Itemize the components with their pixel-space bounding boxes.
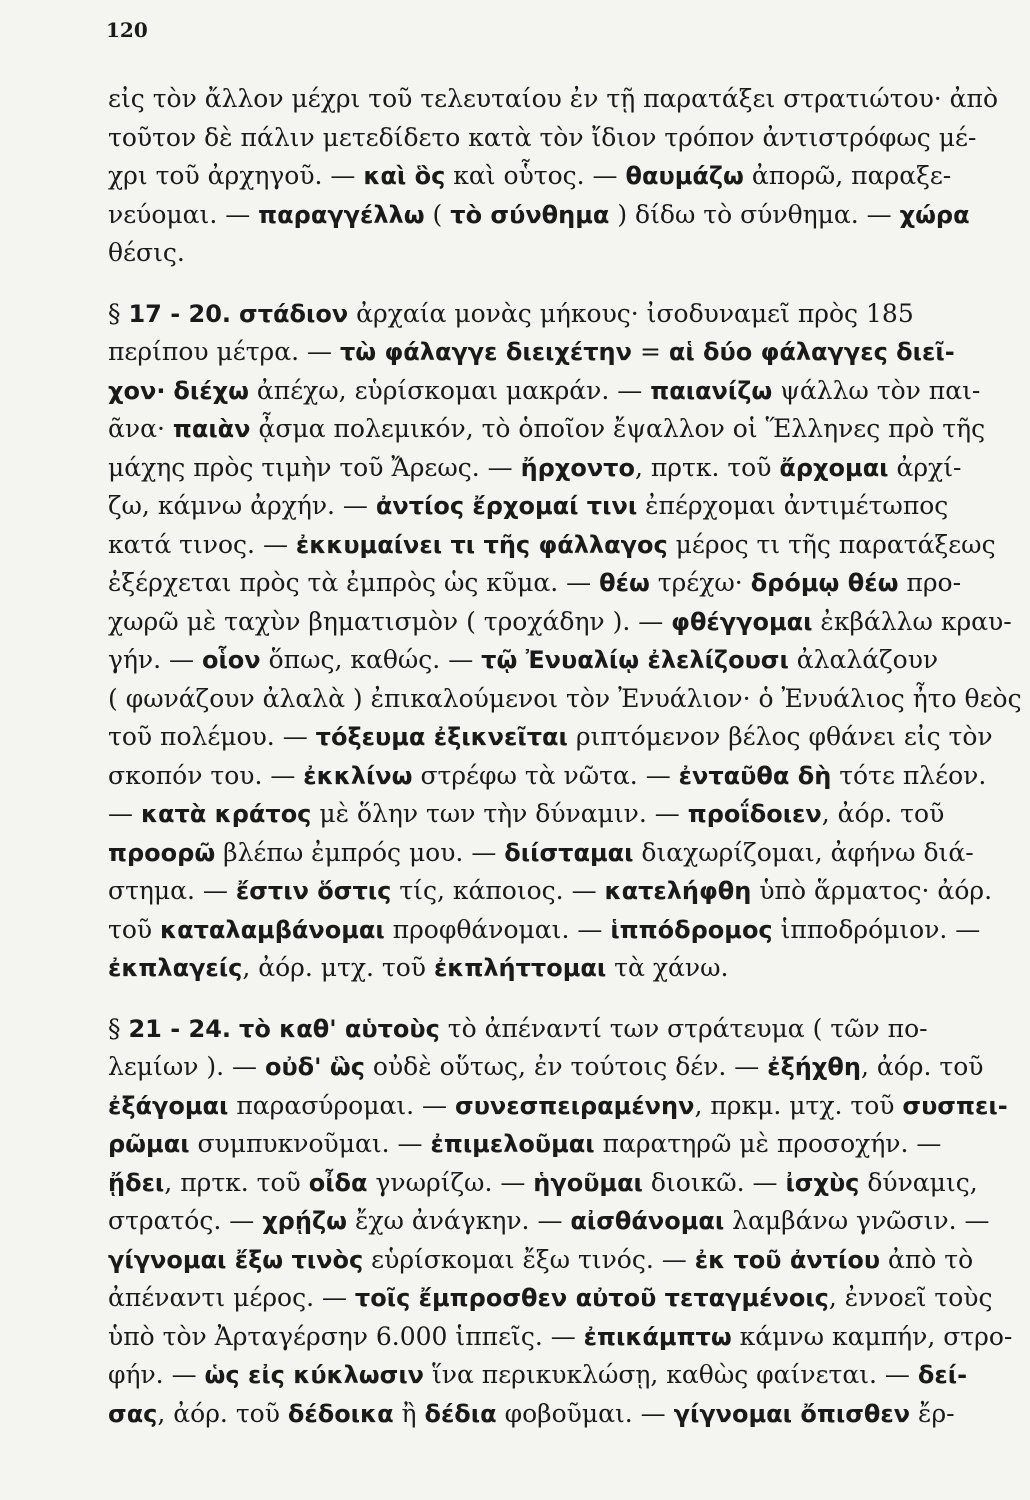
gloss-text: ἵνα περικυκλώσῃ, καθὼς φαίνεται. —: [424, 1360, 918, 1389]
lemma-term: παιὰν: [172, 415, 251, 443]
lemma-term: οἶδα: [308, 1168, 368, 1197]
gloss-text: ἱπποδρόμιον. —: [772, 914, 981, 944]
text-line: [108, 680, 1022, 719]
lemma-term: δέδια: [424, 1399, 497, 1428]
gloss-text: τότε πλέον.: [831, 760, 987, 790]
gloss-text: χωρῶ μὲ ταχὺν βηματισμὸν ( τροχάδην ). —: [108, 606, 672, 636]
lemma-term: προΐδοιεν: [687, 800, 822, 828]
gloss-text: =: [632, 337, 669, 366]
gloss-text: μάχης πρὸς τιμὴν τοῦ Ἄρεως. —: [108, 452, 521, 482]
gloss-text: , πρκμ. μτχ. τοῦ: [694, 1090, 903, 1120]
lemma-term: ἐκ τοῦ ἀντίου: [694, 1245, 881, 1274]
gloss-text: —: [108, 799, 141, 828]
text-line: [108, 1279, 993, 1318]
lemma-term: ἤρχοντο: [520, 453, 635, 482]
gloss-text: λεμίων ). —: [108, 1052, 265, 1081]
lemma-term: 17 - 20.: [128, 299, 232, 328]
gloss-text: στημα. —: [108, 876, 236, 905]
text-line: [108, 872, 993, 911]
lemma-term: γίγνομαι ὄπισθεν: [673, 1399, 911, 1428]
lemma-term: παιανίζω: [650, 376, 773, 405]
gloss-text: προφθάνομαι. —: [384, 914, 611, 944]
gloss-text: κάμνω καμπήν, στρο-: [731, 1321, 1013, 1351]
gloss-text: νεύομαι. —: [108, 199, 259, 229]
text-line: [108, 1087, 1008, 1126]
text-line: [108, 487, 974, 526]
gloss-text: σκοπόν του. —: [108, 760, 304, 790]
text-line: [108, 333, 974, 372]
lemma-term: δρόμῳ θέω: [750, 569, 899, 597]
lemma-term: ἐπικάμπτω: [583, 1322, 732, 1351]
gloss-text: τίς, κάποιος. —: [391, 876, 605, 905]
lemma-term: ἐξήχθη: [767, 1053, 861, 1081]
gloss-text: ἔρ-: [910, 1398, 955, 1428]
lemma-term: τὸ σύνθημα: [450, 200, 610, 229]
lemma-term: ἰσχὺς: [785, 1168, 860, 1197]
lemma-term: 21 - 24.: [128, 1014, 232, 1043]
lemma-term: ἀντίος ἔρχομαί τινι: [375, 492, 638, 520]
gloss-text: ψάλλω τὸν παι-: [772, 375, 981, 405]
gloss-text: παρασύρομαι. —: [228, 1090, 455, 1120]
lemma-term: ρῶμαι: [108, 1130, 190, 1158]
lemma-term: αἰσθάνομαι: [570, 1207, 725, 1235]
gloss-text: ἐπέρχομαι ἀντιμέτωπος: [637, 491, 949, 520]
gloss-text: λαμβάνω γνῶσιν. —: [724, 1206, 990, 1235]
text-line: [108, 449, 974, 488]
lemma-term: κατὰ κράτος: [140, 800, 312, 828]
text-line: [108, 718, 993, 757]
lemma-term: αἱ δύο φάλαγγες διεῖ-: [668, 338, 955, 366]
gloss-text: §: [108, 1013, 129, 1043]
text-line: [108, 295, 974, 334]
text-line: [108, 157, 974, 196]
lemma-term: ἐξάγομαι: [108, 1091, 229, 1120]
gloss-text: ᾶνα·: [108, 414, 173, 443]
lemma-term: ἱππόδρομος: [610, 915, 773, 944]
lemma-term: τοῖς ἔμπροσθεν αὐτοῦ τεταγμένοις: [354, 1284, 829, 1312]
lemma-term: κατελήφθη: [604, 877, 752, 905]
gloss-text: τοῦτον δὲ πάλιν μετεδίδετο κατὰ τὸν ἴδιον τρόπον ἀντιστρόφως μέ-: [108, 122, 977, 152]
lemma-term: ἔστιν ὅστις: [235, 877, 392, 905]
text-line: [108, 911, 981, 950]
gloss-text: περίπου μέτρα. —: [108, 337, 340, 366]
gloss-text: γνωρίζω. —: [367, 1167, 534, 1197]
text-line: [108, 196, 974, 235]
lemma-term: ἐνταῦθα δὴ: [678, 761, 832, 790]
paragraph-gap: [108, 273, 974, 295]
gloss-text: διοικῶ. —: [642, 1167, 786, 1197]
gloss-text: θέσις.: [108, 238, 185, 267]
text-line: [108, 603, 1012, 642]
gloss-text: ) δίδω τὸ σύνθημα. —: [609, 199, 900, 229]
lemma-term: τόξευμα ἐξικνεῖται: [315, 723, 568, 751]
text-line: [108, 1164, 978, 1203]
gloss-text: κατά τινος. —: [108, 529, 296, 559]
gloss-text: , ἐννοεῖ τοὺς: [828, 1283, 993, 1312]
lemma-term: στάδιον: [239, 299, 349, 328]
text-line: [108, 526, 996, 565]
page-number: 120: [106, 18, 148, 42]
gloss-text: [231, 299, 239, 328]
lemma-term: ἡγοῦμαι: [533, 1168, 643, 1197]
gloss-text: μέρος τι τῆς παρατάξεως: [667, 529, 996, 559]
gloss-text: παρατηρῶ μὲ προσοχήν. —: [594, 1129, 942, 1158]
lemma-term: οἷον: [201, 646, 261, 674]
lemma-term: διίσταμαι: [504, 838, 634, 867]
lemma-term: ὡς εἰς κύκλωσιν: [204, 1361, 425, 1389]
gloss-text: χρι τοῦ ἀρχηγοῦ. —: [108, 161, 364, 190]
lemma-term: παραγγέλλω: [258, 200, 425, 229]
gloss-text: φοβοῦμαι. —: [496, 1398, 674, 1428]
lemma-term: σας: [108, 1399, 158, 1428]
gloss-text: στρατός. —: [108, 1206, 263, 1235]
lemma-term: διέχω: [173, 376, 249, 405]
gloss-text: συμπυκνοῦμαι. —: [189, 1129, 431, 1158]
text-line: [108, 1318, 1013, 1357]
gloss-text: , ἀόρ. τοῦ: [821, 799, 945, 828]
text-line: [108, 80, 999, 119]
paragraph: [108, 80, 999, 273]
lemma-term: χρῄζω: [262, 1207, 347, 1235]
gloss-text: ἀλαλάζουν: [788, 645, 939, 674]
gloss-text: καὶ οὗτος. —: [445, 161, 626, 190]
gloss-text: ἢ: [393, 1398, 425, 1428]
text-line: [108, 234, 974, 273]
gloss-text: ᾆσμα πολεμικόν, τὸ ὁποῖον ἔψαλλον οἱ Ἕλληνες πρὸ τῆς: [250, 414, 986, 443]
gloss-text: , πρτκ. τοῦ: [164, 1167, 309, 1197]
gloss-text: μὲ ὅλην των τὴν δύναμιν. —: [311, 799, 688, 828]
gloss-text: ριπτόμενον βέλος φθάνει εἰς τὸν: [567, 722, 993, 751]
gloss-text: ἀρχί-: [888, 452, 962, 482]
gloss-text: ἀπὸ τὸ: [880, 1244, 974, 1274]
gloss-text: ὅπως, καθώς. —: [260, 645, 482, 674]
lemma-term: ἐκκυμαίνει τι τῆς φάλλαγος: [295, 530, 668, 559]
lemma-term: θαυμάζω: [625, 162, 744, 190]
text-line: [108, 1202, 990, 1241]
lemma-term: χον·: [108, 376, 166, 405]
text-line: [108, 641, 974, 680]
lemma-term: συσπει-: [902, 1091, 1008, 1120]
text-line: [108, 795, 974, 834]
gloss-text: ὑπὸ τὸν Ἀρταγέρσην 6.000 ἱππεῖς. —: [108, 1321, 584, 1351]
paragraph-gap: [108, 988, 974, 1010]
lemma-term: συνεσπειραμένην: [455, 1091, 695, 1120]
lemma-term: δέδοικα: [287, 1399, 394, 1428]
lemma-term: ἐκπλαγείς: [108, 954, 243, 982]
text-line: [108, 1241, 974, 1280]
gloss-text: τὸ ἀπέναντί των στράτευμα ( τῶν πο-: [439, 1013, 928, 1043]
gloss-text: τοῦ πολέμου. —: [108, 722, 316, 751]
paragraph: [108, 1010, 1013, 1434]
gloss-text: τρέχω·: [649, 568, 751, 597]
gloss-text: στρέφω τὰ νῶτα. —: [412, 760, 679, 790]
gloss-text: οὐδὲ οὕτως, ἐν τούτοις δέν. —: [364, 1052, 768, 1081]
gloss-text: διαχωρίζομαι, ἀφήνω διά-: [633, 837, 974, 867]
gloss-text: προ-: [898, 568, 962, 597]
gloss-text: τὰ χάνω.: [606, 953, 729, 982]
gloss-text: φήν. —: [108, 1360, 205, 1389]
text-line: [108, 1395, 974, 1434]
lemma-term: οὐδ' ὣς: [264, 1053, 365, 1081]
gloss-text: , ἀόρ. τοῦ: [860, 1052, 984, 1081]
text-line: [108, 1048, 984, 1087]
gloss-text: ἐκβάλλω κραυ-: [812, 606, 1012, 636]
gloss-text: ἀρχαία μονὰς μήκους· ἰσοδυναμεῖ πρὸς 185: [348, 298, 914, 328]
gloss-text: ἔχω ἀνάγκην. —: [347, 1206, 571, 1235]
gloss-text: , ἀόρ. μτχ. τοῦ: [242, 953, 434, 982]
gloss-text: §: [108, 298, 129, 328]
text-line: [108, 119, 977, 158]
page-body-text: [108, 80, 1022, 1433]
lemma-term: ᾔδει: [108, 1168, 165, 1197]
lemma-term: τὼ φάλαγγε διειχέτην: [339, 338, 632, 366]
text-line: [108, 564, 974, 603]
lemma-term: τὸ καθ' αὑτοὺς: [239, 1014, 440, 1043]
lemma-term: καὶ ὃς: [363, 162, 446, 190]
gloss-text: γήν. —: [108, 645, 202, 674]
lemma-term: γίγνομαι ἔξω τινὸς: [108, 1245, 364, 1274]
lemma-term: καταλαμβάνομαι: [160, 915, 385, 944]
lemma-term: δεί-: [917, 1361, 968, 1389]
lemma-term: ἐπιμελοῦμαι: [430, 1130, 595, 1158]
lemma-term: ἐκκλίνω: [303, 761, 413, 790]
text-line: [108, 1125, 974, 1164]
gloss-text: ( φωνάζουν ἀλαλὰ ) ἐπικαλούμενοι τὸν Ἐνυάλιον· ὁ Ἐνυάλιος ἦτο θεὸς: [108, 683, 1022, 713]
lemma-term: θέω: [599, 569, 650, 597]
text-line: [108, 757, 987, 796]
lemma-term: προορῶ: [108, 838, 216, 867]
gloss-text: βλέπω ἐμπρός μου. —: [215, 837, 505, 867]
gloss-text: ἀπορῶ, παραξε-: [743, 161, 952, 190]
gloss-text: ὑπὸ ἅρματος· ἀόρ.: [751, 876, 993, 905]
paragraph: [108, 295, 1022, 988]
text-line: [108, 949, 974, 988]
gloss-text: εἰς τὸν ἄλλον μέχρι τοῦ τελευταίου ἐν τῇ παρατάξει στρατιώτου· ἀπὸ: [108, 84, 999, 113]
lemma-term: ἄρχομαι: [779, 453, 889, 482]
gloss-text: ἀπέχω, εὑρίσκομαι μακράν. —: [248, 375, 651, 405]
lemma-term: φθέγγομαι: [671, 607, 813, 636]
text-line: [108, 1356, 974, 1395]
gloss-text: , ἀόρ. τοῦ: [157, 1398, 288, 1428]
text-line: [108, 372, 981, 411]
gloss-text: ἐξέρχεται πρὸς τὰ ἐμπρὸς ὡς κῦμα. —: [108, 568, 600, 597]
lemma-term: χώρα: [899, 200, 970, 229]
gloss-text: , πρτκ. τοῦ: [634, 452, 780, 482]
gloss-text: [231, 1014, 239, 1043]
text-line: [108, 834, 974, 873]
gloss-text: ζω, κάμνω ἀρχήν. —: [108, 491, 376, 520]
lemma-term: ἐκπλήττομαι: [433, 954, 607, 982]
lemma-term: τῷ Ἐνυαλίῳ ἐλελίζουσι: [481, 646, 789, 674]
text-line: [108, 410, 986, 449]
gloss-text: (: [424, 199, 451, 229]
gloss-text: ἀπέναντι μέρος. —: [108, 1283, 355, 1312]
gloss-text: δύναμις,: [859, 1167, 978, 1197]
gloss-text: εὑρίσκομαι ἔξω τινός. —: [363, 1244, 695, 1274]
text-line: [108, 1010, 974, 1049]
gloss-text: τοῦ: [108, 914, 161, 944]
